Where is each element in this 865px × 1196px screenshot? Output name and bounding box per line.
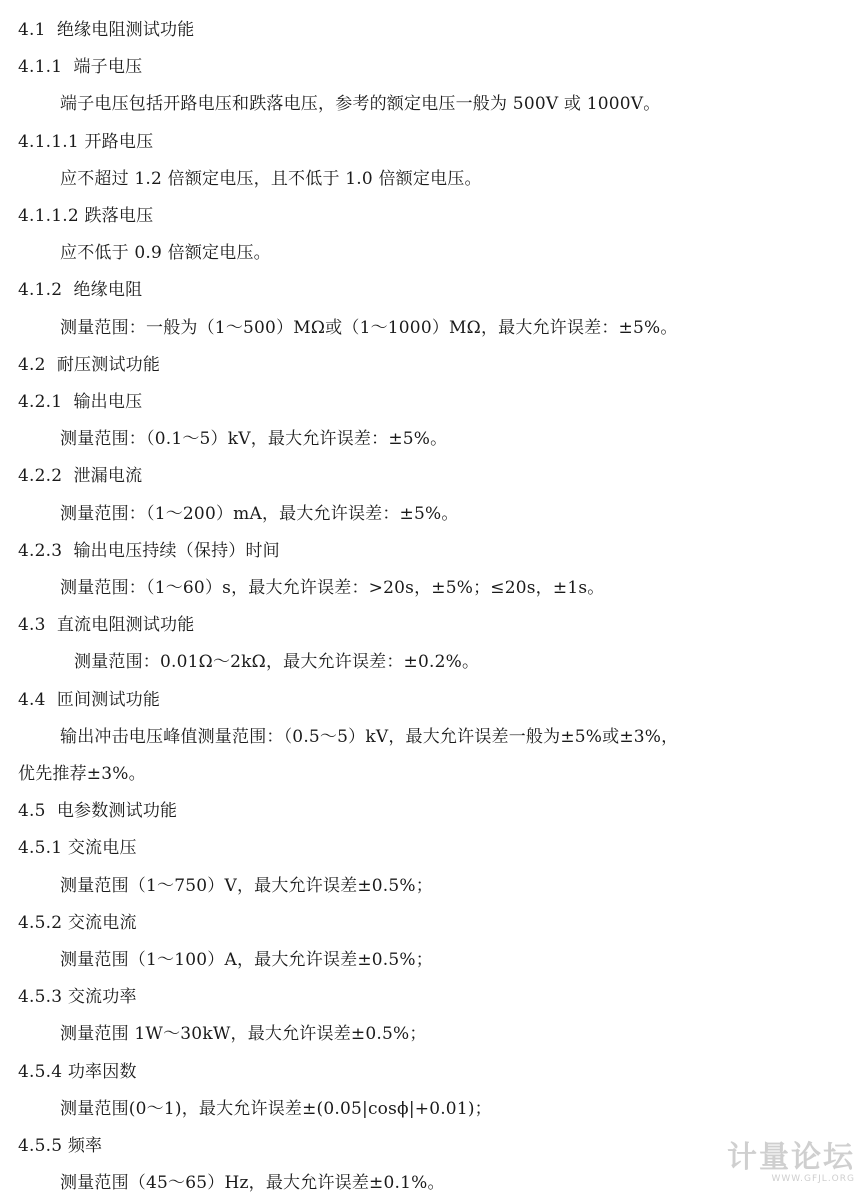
section-heading: 4.1.1.2 跌落电压 [18, 206, 154, 226]
watermark [727, 1142, 855, 1184]
paragraph-line: 测量范围：（1～60）s，最大允许误差：>20s，±5%；≤20s，±1s。 [60, 578, 605, 598]
paragraph-line: 应不超过 1.2 倍额定电压，且不低于 1.0 倍额定电压。 [60, 168, 482, 189]
paragraph-line: 测量范围：（1～200）mA，最大允许误差：±5%。 [60, 503, 459, 524]
section-heading: 4.2.1 输出电压 [18, 392, 143, 412]
section-heading: 4.1.1 端子电压 [18, 57, 143, 78]
paragraph-line: 测量范围（1～100）A，最大允许误差±0.5%； [60, 950, 433, 970]
section-heading: 4.5.1 交流电压 [18, 838, 137, 859]
section-heading: 4.1.1.1 开路电压 [18, 131, 154, 152]
paragraph-line: 端子电压包括开路电压和跌落电压，参考的额定电压一般为 500V 或 1000V。 [60, 94, 661, 115]
paragraph-line: 测量范围：（0.1～5）kV，最大允许误差：±5%。 [60, 429, 448, 450]
paragraph-line: 测量范围(0～1)，最大允许误差±(0.05|cosϕ|+0.01)； [60, 1098, 492, 1119]
watermark-title: 计量论坛 [727, 1140, 855, 1175]
section-heading: 4.2.3 输出电压持续（保持）时间 [18, 540, 280, 561]
paragraph-line: 测量范围 1W～30kW，最大允许误差±0.5%； [60, 1024, 427, 1045]
section-heading: 4.5.4 功率因数 [18, 1061, 137, 1082]
paragraph-line: 测量范围（1～750）V，最大允许误差±0.5%； [60, 875, 433, 896]
paragraph-line: 应不低于 0.9 倍额定电压。 [60, 243, 271, 264]
section-heading: 4.2 耐压测试功能 [18, 354, 161, 375]
paragraph-line: 测量范围（45～65）Hz，最大允许误差±0.1%。 [60, 1173, 445, 1194]
section-heading: 4.5.3 交流功率 [18, 987, 137, 1008]
paragraph-line: 测量范围：一般为（1～500）MΩ或（1～1000）MΩ，最大允许误差：±5%。 [60, 317, 678, 338]
section-heading: 4.5.5 频率 [18, 1136, 103, 1156]
section-heading: 4.5 电参数测试功能 [18, 801, 178, 822]
section-heading: 4.3 直流电阻测试功能 [18, 615, 195, 636]
section-heading: 4.5.2 交流电流 [18, 912, 137, 933]
section-heading: 4.4 匝间测试功能 [18, 689, 161, 710]
watermark-url: WWW.GFJL.ORG [771, 1174, 855, 1184]
paragraph-line: 测量范围：0.01Ω～2kΩ，最大允许误差：±0.2%。 [74, 652, 480, 673]
section-heading: 4.1 绝缘电阻测试功能 [18, 20, 195, 40]
paragraph-line: 优先推荐±3%。 [18, 764, 146, 784]
section-heading: 4.1.2 绝缘电阻 [18, 280, 143, 301]
paragraph-line: 输出冲击电压峰值测量范围：（0.5～5）kV，最大允许误差一般为±5%或±3%， [60, 726, 679, 747]
section-heading: 4.2.2 泄漏电流 [18, 466, 143, 487]
